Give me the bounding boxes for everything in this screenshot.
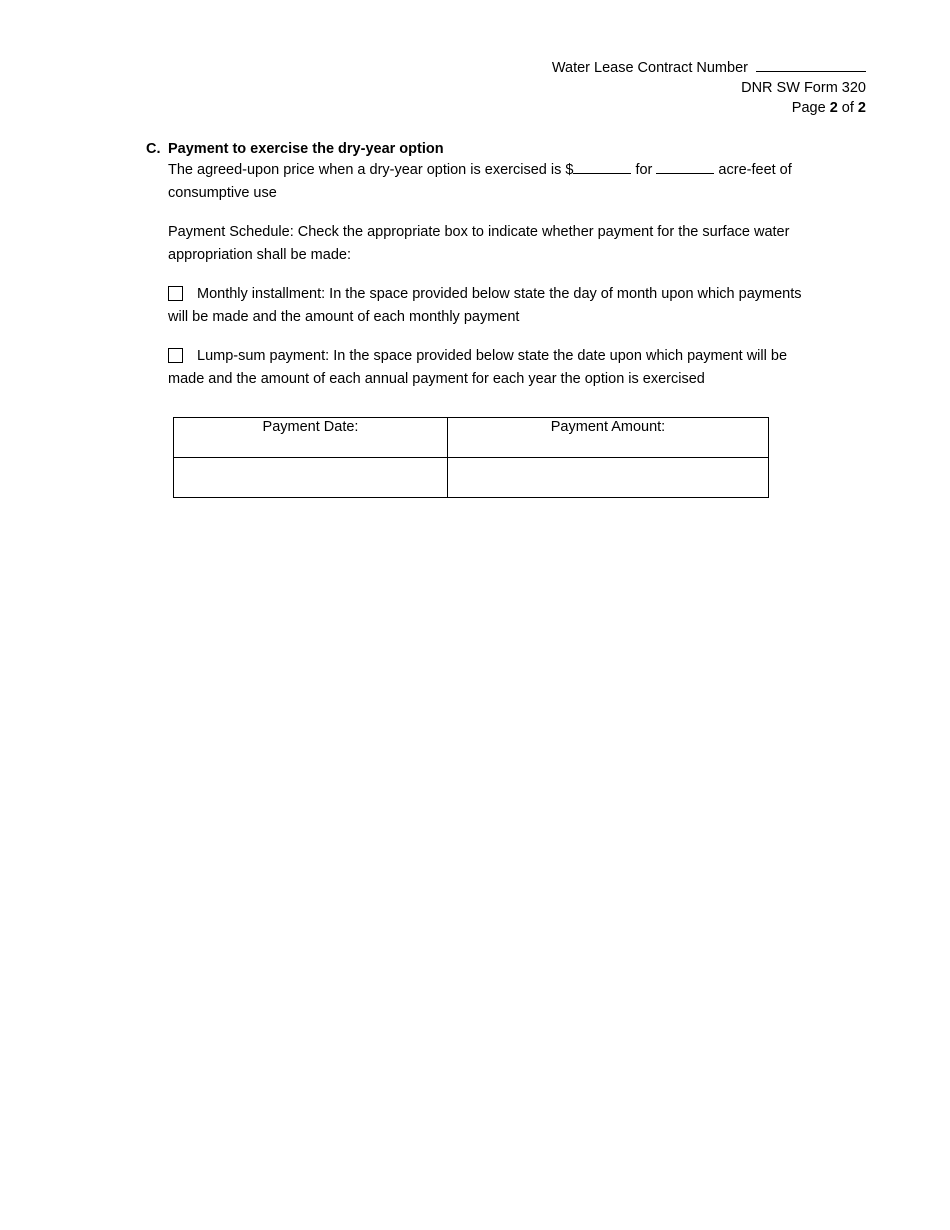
contract-number-label: Water Lease Contract Number (551, 60, 748, 76)
page-of: of (841, 100, 854, 116)
payment-amount-cell[interactable] (448, 458, 769, 498)
section-heading (146, 139, 806, 159)
monthly-option (168, 283, 806, 329)
price-text-3: acre-feet of consumptive use (168, 162, 792, 201)
table-row (174, 458, 769, 498)
page-total: 2 (857, 100, 866, 116)
section-c (146, 139, 806, 391)
form-name: DNR SW Form 320 (741, 80, 866, 96)
table-header-row (174, 418, 769, 458)
payment-date-header: Payment Date: (174, 418, 448, 458)
page-current: 2 (829, 100, 838, 116)
page-header (552, 57, 866, 118)
contract-number-input[interactable] (756, 57, 866, 72)
section-title: Payment to exercise the dry-year option (168, 141, 444, 157)
payment-amount-header: Payment Amount: (448, 418, 769, 458)
price-text-1: The agreed-upon price when a dry-year option is exercised is $ (168, 162, 574, 178)
payment-table (173, 417, 769, 498)
lump-sum-checkbox[interactable] (168, 348, 183, 363)
page-number (552, 98, 866, 118)
page-word: Page (791, 100, 826, 116)
price-amount-input[interactable] (573, 159, 631, 174)
acre-feet-input[interactable] (656, 159, 714, 174)
price-text-2: for (631, 162, 657, 178)
price-paragraph (168, 159, 806, 205)
lump-sum-text: Lump-sum payment: In the space provided below state the date upon which payment will be made and the amount of each annual payment for each year the option is exercised (168, 348, 788, 387)
section-body (168, 159, 806, 391)
payment-date-cell[interactable] (174, 458, 448, 498)
contract-number-line (552, 57, 866, 78)
section-letter: C. (146, 141, 161, 157)
monthly-installment-checkbox[interactable] (168, 286, 183, 301)
monthly-installment-text: Monthly installment: In the space provided below state the day of month upon which payments will be made and the amount of each monthly payment (168, 286, 802, 325)
schedule-paragraph: Payment Schedule: Check the appropriate box to indicate whether payment for the surface water appropriation shall be made: (168, 224, 790, 263)
lumpsum-option (168, 345, 806, 391)
